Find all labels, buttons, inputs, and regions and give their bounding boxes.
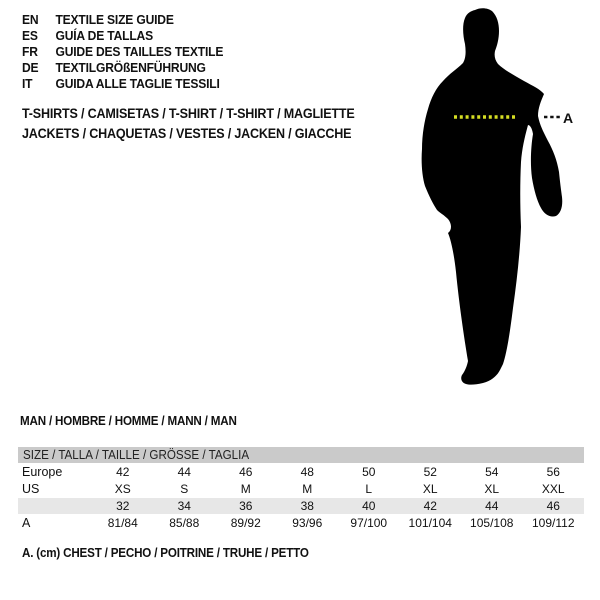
- table-cell: 52: [423, 465, 437, 479]
- row-label: A: [22, 516, 31, 530]
- language-label: GUÍA DE TALLAS: [55, 28, 153, 43]
- size-table-header: SIZE / TALLA / TAILLE / GRÖSSE / TAGLIA: [18, 447, 584, 463]
- table-cell: 105/108: [470, 516, 514, 530]
- list-item: [22, 12, 238, 28]
- table-cell: XXL: [541, 482, 565, 496]
- table-cell: 97/100: [350, 516, 388, 530]
- size-table: [18, 447, 584, 532]
- table-cell: S: [180, 482, 189, 496]
- man-silhouette-figure: [405, 0, 600, 400]
- table-cell: 38: [300, 499, 314, 513]
- language-list: [22, 12, 238, 92]
- category-lines: [22, 104, 380, 144]
- table-cell: 46: [239, 465, 253, 479]
- table-cell: 48: [300, 465, 314, 479]
- language-label: TEXTILE SIZE GUIDE: [55, 12, 174, 27]
- table-cell: 34: [177, 499, 191, 513]
- table-cell: M: [302, 482, 313, 496]
- row-label: US: [22, 482, 40, 496]
- language-code: DE: [22, 60, 39, 75]
- table-cell: 56: [546, 465, 560, 479]
- table-cell: M: [240, 482, 251, 496]
- row-label: [18, 498, 92, 514]
- table-cell: 50: [362, 465, 376, 479]
- language-label: GUIDA ALLE TAGLIE TESSILI: [55, 76, 220, 91]
- table-cell: 42: [116, 465, 130, 479]
- table-cell: 36: [239, 499, 253, 513]
- category-tshirts: T-SHIRTS / CAMISETAS / T-SHIRT / T-SHIRT / MAGLIETTE: [22, 106, 355, 121]
- table-cell: 44: [177, 465, 191, 479]
- list-item: [22, 28, 238, 44]
- table-cell: 54: [485, 465, 499, 479]
- table-cell: 40: [362, 499, 376, 513]
- table-row: [18, 515, 584, 531]
- table-cell: 42: [423, 499, 437, 513]
- table-cell: 93/96: [292, 516, 323, 530]
- table-cell: 44: [485, 499, 499, 513]
- language-code: ES: [22, 28, 38, 43]
- silhouette-svg: [405, 0, 600, 400]
- table-cell: 32: [116, 499, 130, 513]
- table-cell: 46: [546, 499, 560, 513]
- section-title-man: MAN / HOMBRE / HOMME / MANN / MAN: [20, 414, 237, 428]
- list-item: [22, 76, 238, 92]
- language-code: FR: [22, 44, 38, 59]
- category-jackets: JACKETS / CHAQUETAS / VESTES / JACKEN / GIACCHE: [22, 126, 352, 141]
- row-label: Europe: [22, 465, 63, 479]
- language-label: TEXTILGRÖßENFÜHRUNG: [55, 60, 206, 75]
- table-row: [18, 481, 584, 497]
- language-code: EN: [22, 12, 39, 27]
- measure-label-a: A: [563, 110, 574, 126]
- table-row: [18, 498, 584, 514]
- table-cell: XS: [114, 482, 131, 496]
- man-silhouette: [422, 8, 563, 384]
- measurement-footnote: A. (cm) CHEST / PECHO / POITRINE / TRUHE / PETTO: [22, 546, 309, 560]
- table-cell: 85/88: [169, 516, 200, 530]
- table-cell: L: [365, 482, 373, 496]
- list-item: [22, 60, 238, 76]
- table-cell: XL: [422, 482, 438, 496]
- language-code: IT: [22, 76, 33, 91]
- table-cell: 89/92: [230, 516, 261, 530]
- table-cell: XL: [484, 482, 500, 496]
- table-cell: 101/104: [408, 516, 452, 530]
- table-row: [18, 464, 584, 480]
- table-cell: 109/112: [532, 516, 575, 530]
- list-item: [22, 44, 238, 60]
- table-cell: 81/84: [107, 516, 138, 530]
- language-label: GUIDE DES TAILLES TEXTILE: [55, 44, 224, 59]
